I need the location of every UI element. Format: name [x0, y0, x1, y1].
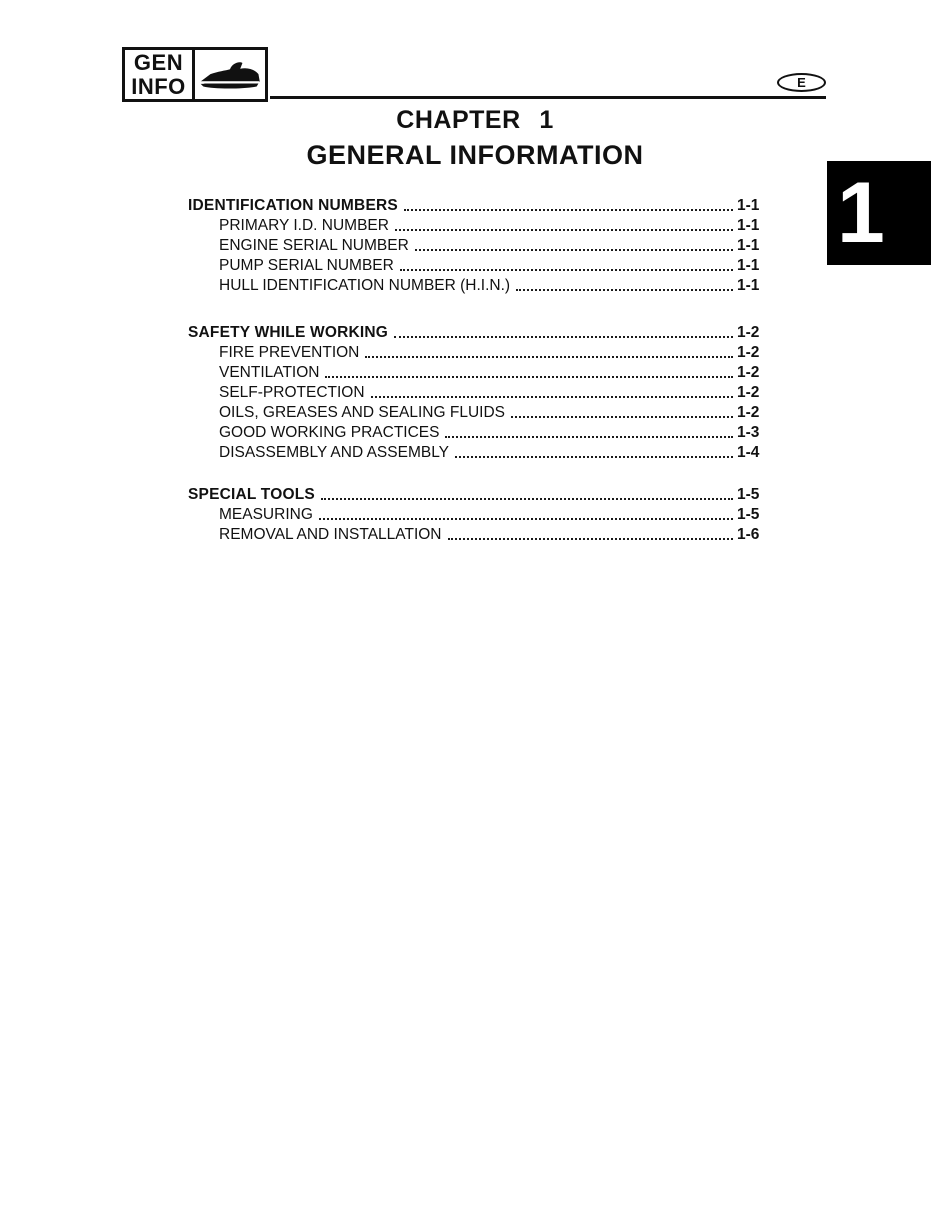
chapter-title: CHAPTER 1: [396, 106, 554, 134]
language-badge: [777, 73, 826, 92]
toc-page-number: 1-2: [737, 404, 760, 421]
toc-entry-label: MEASURING: [219, 506, 313, 523]
header-rule: [270, 96, 826, 99]
dot-leader: [394, 336, 733, 338]
toc-entry-label: GOOD WORKING PRACTICES: [219, 424, 440, 441]
toc-page-number: 1-4: [737, 444, 760, 461]
dot-leader: [365, 356, 733, 358]
table-of-contents: [188, 196, 763, 545]
toc-entry: [188, 236, 763, 256]
dot-leader: [448, 538, 733, 540]
chapter-header: [0, 106, 935, 171]
toc-entry-label: REMOVAL AND INSTALLATION: [219, 526, 442, 543]
dot-leader: [455, 456, 733, 458]
toc-entry-label: FIRE PREVENTION: [219, 344, 360, 361]
language-code: E: [797, 75, 806, 90]
dot-leader: [445, 436, 733, 438]
toc-section-safety-while-working: [188, 323, 763, 463]
toc-entry: [188, 505, 763, 525]
toc-section-title: SPECIAL TOOLS: [188, 486, 315, 503]
chapter-tab-number: 1: [837, 165, 885, 261]
toc-entry: [188, 443, 763, 463]
section-badge-line2: INFO: [131, 73, 186, 99]
dot-leader: [511, 416, 733, 418]
toc-page-number: 1-2: [737, 364, 760, 381]
toc-entry: [188, 403, 763, 423]
dot-leader: [404, 209, 733, 211]
toc-page-number: 1-2: [737, 384, 760, 401]
toc-entry: [188, 256, 763, 276]
toc-section-row: [188, 196, 763, 216]
toc-page-number: 1-3: [737, 424, 760, 441]
dot-leader: [371, 396, 733, 398]
toc-entry-label: OILS, GREASES AND SEALING FLUIDS: [219, 404, 505, 421]
toc-section-identification-numbers: [188, 196, 763, 296]
toc-entry-label: SELF-PROTECTION: [219, 384, 365, 401]
toc-section-row: [188, 485, 763, 505]
dot-leader: [400, 269, 733, 271]
toc-entry: [188, 525, 763, 545]
chapter-tab: [827, 161, 931, 265]
toc-entry: [188, 363, 763, 383]
dot-leader: [325, 376, 733, 378]
toc-entry: [188, 216, 763, 236]
toc-page-number: 1-2: [737, 324, 760, 341]
toc-page-number: 1-6: [737, 526, 760, 543]
toc-entry-label: PRIMARY I.D. NUMBER: [219, 217, 389, 234]
toc-page-number: 1-1: [737, 217, 760, 234]
dot-leader: [516, 289, 733, 291]
toc-entry-label: HULL IDENTIFICATION NUMBER (H.I.N.): [219, 277, 511, 294]
toc-entry-label: ENGINE SERIAL NUMBER: [219, 237, 409, 254]
toc-entry: [188, 383, 763, 403]
toc-page-number: 1-1: [737, 257, 760, 274]
toc-entry: [188, 423, 763, 443]
toc-page-number: 1-1: [737, 237, 760, 254]
section-badge: [122, 47, 268, 102]
toc-page-number: 1-2: [737, 344, 760, 361]
toc-section-title: SAFETY WHILE WORKING: [188, 324, 389, 341]
toc-section-title: IDENTIFICATION NUMBERS: [188, 197, 398, 214]
dot-leader: [319, 518, 733, 520]
toc-entry: [188, 276, 763, 296]
toc-entry-label: DISASSEMBLY AND ASSEMBLY: [219, 444, 450, 461]
toc-page-number: 1-5: [737, 506, 760, 523]
dot-leader: [395, 229, 733, 231]
chapter-subtitle: GENERAL INFORMATION: [306, 140, 644, 170]
toc-entry-label: PUMP SERIAL NUMBER: [219, 257, 394, 274]
toc-page-number: 1-1: [737, 197, 760, 214]
section-badge-line1: GEN: [133, 49, 184, 75]
toc-section-special-tools: [188, 485, 763, 545]
toc-page-number: 1-5: [737, 486, 760, 503]
dot-leader: [321, 498, 733, 500]
toc-entry: [188, 343, 763, 363]
watercraft-icon: [195, 50, 265, 99]
toc-section-row: [188, 323, 763, 343]
dot-leader: [415, 249, 733, 251]
toc-entry-label: VENTILATION: [219, 364, 320, 381]
section-badge-label: [125, 50, 195, 99]
toc-page-number: 1-1: [737, 277, 760, 294]
